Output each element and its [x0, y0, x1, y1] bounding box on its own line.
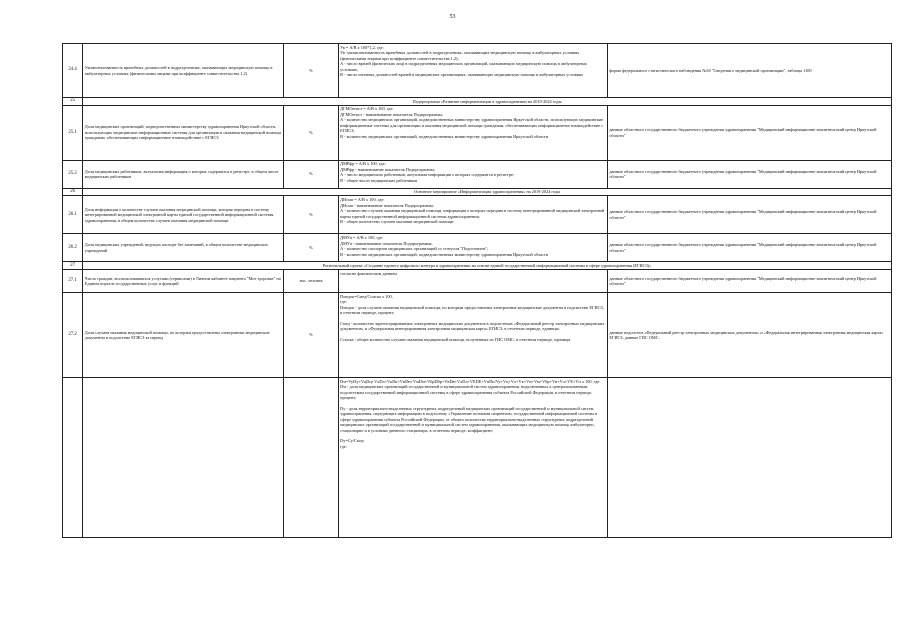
formula-line: Dy - доля территориально-выделенных структурных подразделений медицинских организаций государственной и муниципальной систем здравоохранения, передающих информацию в подсистему «Управление потоками пациентов» государственной информационной системы в сфере здравоохранения субъекта Российской Федерации, от общего количества территориально-выделенных структурных подразделений медицинских организаций государственной и муниципальной систем здравоохранения, оказывающих медицинскую помощь амбулаторно, стационарно и в условиях дневного стационара, в отчетном периоде, коэффициент; — [340, 405, 598, 433]
indicator-source: данные областного государственного бюджетного учреждения здравоохранения "Медицинский информационно-аналитический центр Иркутской области" — [607, 196, 891, 234]
indicator-row — [63, 293, 892, 378]
indicator-number: 25.2 — [63, 160, 83, 188]
formula-line: Dмедок=Смед/Ссмска х 100, — [340, 293, 393, 299]
formula-line: Dмедок - доля случаев оказания медицинской помощи, по которым предоставлены электронные медицинские документы в подсистеме ЕГИСЗ, в отчетном периоде, процент; — [340, 304, 604, 316]
indicator-formula — [338, 160, 607, 188]
formula-line: А - количество медицинских организаций, подведомственных министерству здравоохранения Иркутской области, использующих медицинские информационные системы для организации и оказания медицинской помощи гражданам, обеспечивающих информационное взаимодействие с ЕГИСЗ; — [340, 117, 604, 134]
section-number: 26 — [63, 188, 83, 196]
formula-line: В - общее число медицинских работников — [340, 177, 418, 183]
section-title: Основное мероприятие «Информатизация здравоохранения» на 2019-2024 годы — [83, 188, 892, 196]
formula-line: Ув -укомплектованность врачебных должностей в подразделениях, оказывающих медицинскую помощь в амбулаторных условиях (физическими лицами при коэффициенте совместительства 1,2); — [340, 50, 580, 61]
formula-line: ДМУп - наименование показателя Подпрограммы; — [340, 240, 433, 246]
indicator-number — [63, 378, 83, 538]
indicator-row — [63, 160, 892, 188]
section-title: Подпрограмма «Развитие информатизации в здравоохранении на 2019-2024 годы — [83, 98, 892, 106]
indicator-name: Доля медицинских организаций, подведомственных министерству здравоохранения Иркутской области, использующих медицинские информационные системы для организации и оказания медицинской помощи гражданам, обеспечивающих информационное взаимодействие с ЕГИСЗ — [83, 105, 284, 160]
formula-line: В - количество медицинских организаций, подведомственных министерству здравоохранения Иркутской области — [340, 251, 549, 257]
formula-line: Смед - количество зарегистрированных электронных медицинских документов в подсистемах «Федеральный реестр электронных медицинских документов» и «Федеральная интегрированная электронная медицинская карта» ЕГИСЗ, в отчетном периоде, единицы; — [340, 320, 605, 332]
indicator-unit: % — [284, 293, 338, 378]
indicator-row — [63, 378, 892, 538]
indicator-name — [83, 378, 284, 538]
indicator-number: 26.1 — [63, 196, 83, 234]
indicator-unit: % — [284, 44, 338, 98]
indicator-source: данные областного государственного бюджетного учреждения здравоохранения "Медицинский информационно-аналитический центр Иркутской области" — [607, 270, 891, 293]
formula-line: В - общее количество случаев оказания медицинской помощи — [340, 219, 454, 225]
formula-line: ДМРфр = А/В х 100, где: — [340, 161, 386, 167]
indicator-name: Доля медицинских учреждений, ведущих паспорт без замечаний, в общем количестве медицинских учреждений — [83, 234, 284, 262]
indicator-row — [63, 234, 892, 262]
indicator-unit: % — [284, 234, 338, 262]
section-number: 25 — [63, 98, 83, 106]
indicator-source — [607, 378, 891, 538]
indicator-name: Доля информации о количестве случаев оказания медицинской помощи, которая передана в систему интегрированной медицинской электронной карты единой государственной информационной системы здравоохранения, в общем количестве случаев оказания медицинской помощи — [83, 196, 284, 234]
indicator-formula — [338, 378, 607, 538]
formula-line: В - число штатных должностей врачей в медицинских организациях, оказывающих медицинскую помощь в амбулаторных условиях — [340, 72, 584, 78]
indicator-unit: % — [284, 196, 338, 234]
indicator-formula — [338, 105, 607, 160]
formula-line: Dy=Cy/Cмоу, — [340, 438, 365, 444]
formula-line: Ссмска - общее количество случаев оказания медицинской помощи, полученных из ГИС ОМС, в отчетном периоде, единицы — [340, 336, 571, 342]
formula-line: где: — [340, 443, 347, 449]
indicator-unit: % — [284, 160, 338, 188]
section-row — [63, 262, 892, 270]
formula-line: ДИсмп = А/В х 100, где: — [340, 197, 385, 203]
indicators-table-body — [63, 44, 892, 538]
indicator-formula — [338, 234, 607, 262]
indicator-source: форма федерального статистического наблюдения №30 "Сведения о медицинской организации", таблица 1100 — [607, 44, 891, 98]
indicator-number: 26.2 — [63, 234, 83, 262]
indicator-number: 27.1 — [63, 270, 83, 293]
formula-line: А - количество случаев оказания медицинской помощи, информация о которых передана в систему интегрированной медицинской электронной карты единой государственной информационной системы здравоохранения; — [340, 208, 605, 219]
formula-line: где: — [340, 299, 347, 305]
indicator-source: данные областного государственного бюджетного учреждения здравоохранения "Медицинский информационно-аналитический центр Иркутской области" — [607, 160, 891, 188]
indicator-unit: % — [284, 105, 338, 160]
indicator-number: 27.2 — [63, 293, 83, 378]
indicator-name: Доля случаев оказания медицинской помощи, по которым предоставлены электронные медицинские документы в подсистеме ЕГИСЗ за период — [83, 293, 284, 378]
indicator-formula — [338, 44, 607, 98]
formula-line: ДМРфр - наименование показателя Подпрограммы; — [340, 166, 435, 172]
indicator-name: Укомплектованность врачебных должностей в подразделениях, оказывающих медицинскую помощь в амбулаторных условиях (физическими лицами при коэффициенте совместительства 1,2) — [83, 44, 284, 98]
formula-line: ДГМОегисз - наименование показателя Подпрограммы; — [340, 111, 443, 117]
indicator-source: данные подсистем «Федеральный реестр электронных медицинских документов» и «Федеральная интегрированная электронная медицинская карта» ЕГИСЗ, данные ГИС ОМС. — [607, 293, 891, 378]
indicator-number: 25.1 — [63, 105, 83, 160]
formula-line: Dм=VyDy+VцDц+VлDл+VкDк+VнDн+VмDм+V6pD6p+VвDв+VлDл+VЕDЕ+VпDп/Vy+Vц+Vл+Vк+Vн+Vм+V6p+Vв+Vл+VЕ+Vп х 100, где: — [340, 378, 601, 384]
section-row — [63, 98, 892, 106]
indicator-source: данные областного государственного бюджетного учреждения здравоохранения "Медицинский информационно-аналитический центр Иркутской области" — [607, 234, 891, 262]
formula-line: А - число медицинских работников, актуальная информация о которых содержится в регистре; — [340, 172, 515, 178]
indicator-number: 24.4 — [63, 44, 83, 98]
indicator-row — [63, 196, 892, 234]
indicator-source: данные областного государственного бюджетного учреждения здравоохранения "Медицинский информационно-аналитический центр Иркутской области" — [607, 105, 891, 160]
indicator-formula — [338, 196, 607, 234]
indicator-formula — [338, 270, 607, 293]
section-row — [63, 188, 892, 196]
formula-line: ДИсмп - наименование показателя Подпрограммы; — [340, 202, 434, 208]
formula-line: ДМУп = А/В х 100, где: — [340, 235, 384, 241]
indicator-formula — [338, 293, 607, 378]
formula-line: Dм - доля медицинских организаций государственной и муниципальной систем здравоохранения, подключенных к централизованным подсистемам государственной информационной системы в сфере здравоохранения субъекта Российской Федерации, в отчетном периоде, процент; — [340, 384, 593, 401]
indicators-table — [62, 43, 892, 538]
section-number: 27 — [63, 262, 83, 270]
indicator-row — [63, 270, 892, 293]
page-number: 53 — [449, 14, 456, 20]
formula-line: В - количество медицинских организаций, подведомственных министерству здравоохранения Иркутской области — [340, 133, 549, 139]
indicator-unit: тыс. человек — [284, 270, 338, 293]
indicator-name: Число граждан, воспользовавшихся услугами (сервисами) в Личном кабинете пациента "Мое здоровье" на Едином портале государственных услуг и функций — [83, 270, 284, 293]
section-title: Региональный проект «Создание единого цифрового контура в здравоохранении на основе единой государственной информационной системы в сфере здравоохранения (ЕГИСЗ)» — [83, 262, 892, 270]
formula-line: согласно фактическим данным — [340, 270, 397, 276]
indicator-unit — [284, 378, 338, 538]
indicator-name: Доля медицинских работников, актуальная информация о которых содержится в регистре, в общем числе медицинских работников — [83, 160, 284, 188]
formula-line: А - количество паспортов медицинских организаций со статусом "Подготовлен"; — [340, 246, 489, 252]
indicator-row — [63, 44, 892, 98]
formula-line: Ув = А/В х 100*1,2, где: — [340, 44, 384, 50]
formula-line: А - число врачей (физических лиц) в подразделениях медицинских организаций, оказывающих медицинскую помощь в амбулаторных условиях; — [340, 61, 587, 72]
indicator-row — [63, 105, 892, 160]
formula-line: ДГМОегисз = А/В х 100, где: — [340, 106, 394, 112]
